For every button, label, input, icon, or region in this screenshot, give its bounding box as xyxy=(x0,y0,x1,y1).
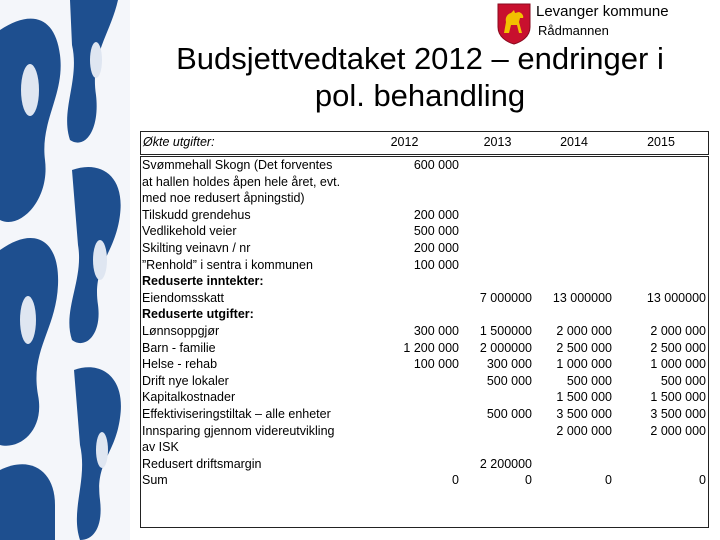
row-value-2013 xyxy=(461,423,534,456)
row-value-2013: 7 000000 xyxy=(479,290,532,305)
table-row xyxy=(140,356,708,373)
table-row xyxy=(140,207,708,224)
row-value-2015 xyxy=(614,273,708,290)
row-value-2015 xyxy=(614,223,708,240)
row-label: Tilskudd grendehus xyxy=(142,207,251,222)
title-line-1: Budsjettvedtaket 2012 – endringer i xyxy=(176,41,664,76)
row-value-2015 xyxy=(614,240,708,257)
row-value-2014: 1 000 000 xyxy=(556,357,612,372)
row-value-2012: 100 000 xyxy=(413,257,459,272)
row-label: Reduserte inntekter: xyxy=(142,274,264,289)
row-label: Svømmehall Skogn (Det forventes at hallen holdes åpen hele året, evt. med noe redusert åpningstid) xyxy=(142,158,341,206)
row-label: Drift nye lokaler xyxy=(142,373,229,388)
table-row xyxy=(140,257,708,274)
budget-table-body xyxy=(140,131,708,489)
row-value-2015: 13 000000 xyxy=(646,290,706,305)
row-value-2012 xyxy=(348,456,461,473)
row-value-2014: 2 000 000 xyxy=(556,423,612,438)
row-value-2014 xyxy=(534,240,614,257)
column-header-year: 2015 xyxy=(647,134,675,149)
row-value-2013 xyxy=(461,273,534,290)
row-value-2013: 500 000 xyxy=(486,373,532,388)
row-value-2012: 1 200 000 xyxy=(403,340,459,355)
row-value-2015: 2 000 000 xyxy=(650,323,706,338)
table-row xyxy=(140,223,708,240)
row-value-2015 xyxy=(614,207,708,224)
row-value-2015: 3 500 000 xyxy=(650,406,706,421)
row-value-2013 xyxy=(461,240,534,257)
row-value-2014 xyxy=(534,456,614,473)
row-value-2015 xyxy=(614,456,708,473)
row-value-2014: 2 000 000 xyxy=(556,323,612,338)
row-value-2012: 100 000 xyxy=(413,357,459,372)
row-value-2014 xyxy=(534,157,614,207)
table-row xyxy=(140,423,708,456)
row-value-2012: 200 000 xyxy=(413,240,459,255)
table-row xyxy=(140,406,708,423)
row-value-2015 xyxy=(614,257,708,274)
row-label: ”Renhold” i sentra i kommunen xyxy=(142,257,313,272)
row-label: Barn - familie xyxy=(142,340,216,355)
row-value-2014 xyxy=(534,223,614,240)
row-value-2012: 500 000 xyxy=(413,224,459,239)
organization-name: Levanger kommune xyxy=(536,3,669,20)
row-label: Innsparing gjennom videreutvikling av ISK xyxy=(142,423,335,455)
row-value-2014: 1 500 000 xyxy=(556,390,612,405)
row-value-2012: 600 000 xyxy=(413,158,459,172)
row-value-2014: 3 500 000 xyxy=(556,406,612,421)
organization-department: Rådmannen xyxy=(538,23,609,38)
table-row xyxy=(140,273,708,290)
table-header-row xyxy=(140,131,708,153)
table-row xyxy=(140,389,708,406)
row-value-2014: 500 000 xyxy=(566,373,612,388)
row-label: Sum xyxy=(142,473,168,488)
row-label: Skilting veinavn / nr xyxy=(142,240,251,255)
table-row xyxy=(140,340,708,357)
row-value-2014 xyxy=(534,257,614,274)
horse-coat-of-arms-icon xyxy=(497,3,531,45)
table-row xyxy=(140,373,708,390)
row-value-2012 xyxy=(348,306,461,323)
table-row xyxy=(140,306,708,323)
table-row xyxy=(140,472,708,489)
row-value-2012: 200 000 xyxy=(413,207,459,222)
row-value-2013 xyxy=(461,207,534,224)
row-value-2014 xyxy=(534,273,614,290)
row-value-2015 xyxy=(614,157,708,207)
row-value-2014: 0 xyxy=(605,473,612,488)
table-row xyxy=(140,240,708,257)
row-value-2014: 13 000000 xyxy=(552,290,612,305)
column-header-year: 2012 xyxy=(390,134,419,149)
row-value-2014 xyxy=(534,306,614,323)
row-value-2012 xyxy=(348,389,461,406)
row-label: Redusert driftsmargin xyxy=(142,456,262,471)
row-value-2013: 2 200000 xyxy=(479,456,532,471)
row-value-2012: 0 xyxy=(452,473,459,488)
row-value-2013 xyxy=(461,389,534,406)
row-value-2013: 2 000000 xyxy=(479,340,532,355)
row-value-2015 xyxy=(614,306,708,323)
row-value-2013 xyxy=(461,306,534,323)
row-label: Kapitalkostnader xyxy=(142,390,236,405)
table-row xyxy=(140,323,708,340)
row-value-2013 xyxy=(461,257,534,274)
row-value-2015: 500 000 xyxy=(660,373,706,388)
row-label: Lønnsoppgjør xyxy=(142,323,220,338)
row-value-2012 xyxy=(348,290,461,307)
table-row xyxy=(140,456,708,473)
row-label: Helse - rehab xyxy=(142,357,218,372)
row-value-2015: 2 500 000 xyxy=(650,340,706,355)
row-value-2014 xyxy=(534,207,614,224)
row-value-2012 xyxy=(348,373,461,390)
row-label: Reduserte utgifter: xyxy=(142,307,254,322)
row-value-2014: 2 500 000 xyxy=(556,340,612,355)
column-header-year: 2013 xyxy=(483,134,512,149)
row-value-2013 xyxy=(461,223,534,240)
row-value-2012 xyxy=(348,406,461,423)
column-header-year: 2014 xyxy=(560,134,588,149)
row-label: Effektiviseringstiltak – alle enheter xyxy=(142,406,331,421)
row-value-2013: 300 000 xyxy=(486,357,532,372)
row-value-2013: 1 500000 xyxy=(479,323,532,338)
row-value-2012 xyxy=(348,423,461,456)
row-value-2013: 0 xyxy=(525,473,532,488)
row-value-2012: 300 000 xyxy=(413,323,459,338)
row-value-2013: 500 000 xyxy=(486,406,532,421)
row-value-2015: 0 xyxy=(699,473,706,488)
page-title xyxy=(120,40,720,114)
horse-pattern-decoration xyxy=(0,0,130,540)
row-value-2015: 1 000 000 xyxy=(650,357,706,372)
row-value-2015: 1 500 000 xyxy=(650,390,706,405)
table-row xyxy=(140,157,708,207)
title-line-2: pol. behandling xyxy=(314,78,526,113)
row-label: Vedlikehold veier xyxy=(142,224,237,239)
table-row xyxy=(140,290,708,307)
row-value-2015: 2 000 000 xyxy=(650,423,706,438)
row-label: Eiendomsskatt xyxy=(142,290,224,305)
row-value-2013 xyxy=(461,157,534,207)
row-value-2012 xyxy=(348,273,461,290)
column-header-label: Økte utgifter: xyxy=(143,134,215,149)
budget-table xyxy=(140,131,708,489)
